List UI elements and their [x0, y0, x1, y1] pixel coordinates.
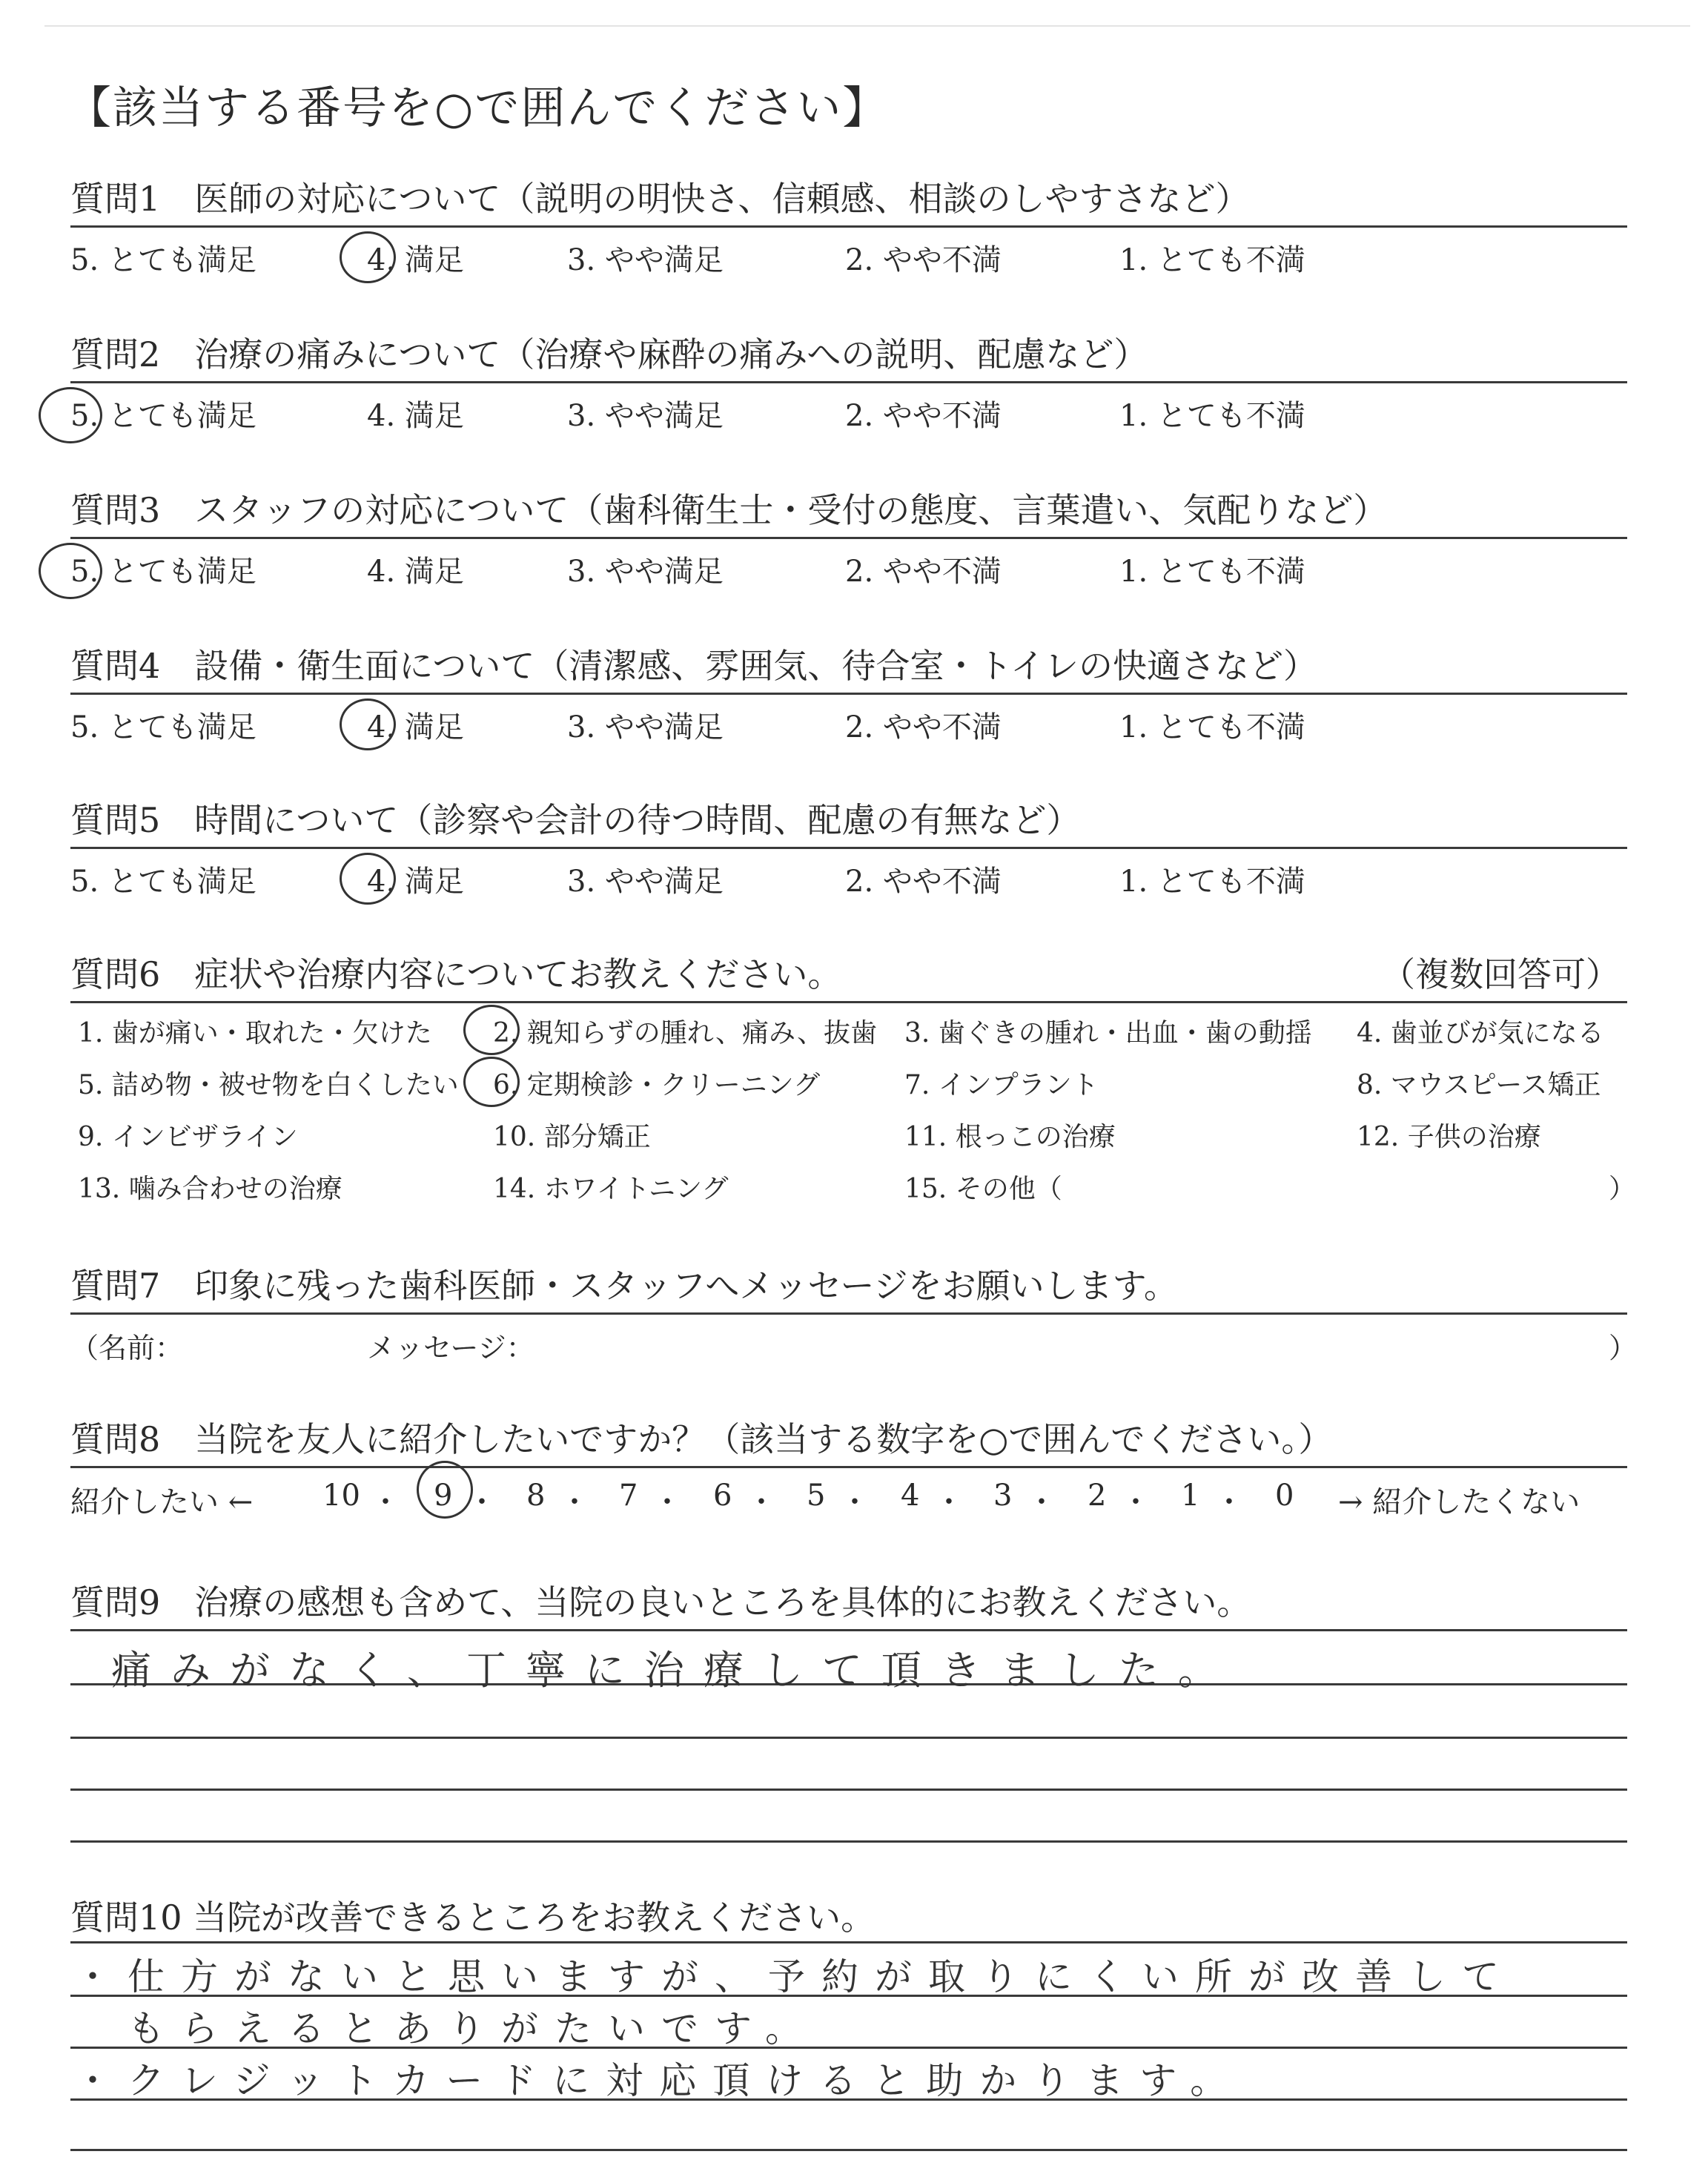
- option-1[interactable]: 1. とても不満: [1119, 555, 1305, 589]
- handwritten-answer-line-3: ・クレジットカードに対応頂けると助かります。: [74, 2059, 1244, 2102]
- other-close-paren: ）: [1609, 1174, 1636, 1204]
- option-3[interactable]: 3. やや満足: [567, 710, 724, 744]
- option-4[interactable]: 4. 満足: [367, 865, 464, 899]
- scale-dot: ・: [747, 1485, 776, 1519]
- answer-line: [70, 2149, 1627, 2151]
- option-5[interactable]: 5. とても満足: [70, 865, 256, 899]
- scale-left-label: 紹介したい ←: [70, 1485, 254, 1519]
- treatment-option-14[interactable]: 14. ホワイトニング: [493, 1174, 729, 1204]
- question-7: [70, 1259, 1638, 1370]
- scale-7[interactable]: 7: [619, 1479, 638, 1513]
- treatment-option-13[interactable]: 13. 噛み合わせの治療: [78, 1174, 342, 1204]
- divider: [70, 537, 1627, 539]
- handwritten-answer-line-2: もらえるとありがたいです。: [74, 2007, 818, 2050]
- message-close-paren: ）: [1609, 1332, 1638, 1364]
- scale-10[interactable]: 10: [322, 1479, 360, 1513]
- answer-line: [70, 1840, 1627, 1843]
- question-title: 質問7 印象に残った歯科医師・スタッフへメッセージをお願いします。: [70, 1266, 1178, 1306]
- option-1[interactable]: 1. とても不満: [1119, 865, 1305, 899]
- question-4: [70, 639, 1627, 748]
- handwritten-answer: 痛みがなく、丁寧に治療して頂きました。: [111, 1647, 1237, 1694]
- treatment-option-11[interactable]: 11. 根っこの治療: [904, 1122, 1116, 1152]
- question-title: 質問2 治療の痛みについて（治療や麻酔の痛みへの説明、配慮など）: [70, 334, 1148, 374]
- divider: [70, 1466, 1627, 1468]
- option-2[interactable]: 2. やや不満: [845, 865, 1002, 899]
- selected-circle-mark: [463, 1057, 520, 1107]
- question-8: [70, 1413, 1627, 1523]
- question-title: 質問1 医師の対応について（説明の明快さ、信頼感、相談のしやすさなど）: [70, 179, 1250, 219]
- divider: [70, 847, 1627, 849]
- scale-2[interactable]: 2: [1088, 1479, 1107, 1513]
- treatment-option-9[interactable]: 9. インビザライン: [78, 1122, 298, 1152]
- scale-dot: ・: [371, 1485, 400, 1519]
- scale-dot: ・: [560, 1485, 589, 1519]
- question-6: [70, 948, 1636, 1235]
- answer-line: [70, 1941, 1627, 1943]
- scale-1[interactable]: 1: [1181, 1479, 1200, 1513]
- question-2: [70, 328, 1627, 437]
- option-2[interactable]: 2. やや不満: [845, 243, 1002, 277]
- scale-dot: ・: [1214, 1485, 1244, 1519]
- rating-options: [70, 392, 1627, 437]
- question-title: 質問4 設備・衛生面について（清潔感、雰囲気、待合室・トイレの快適さなど）: [70, 646, 1318, 686]
- multiple-answers-note: （複数回答可）: [1381, 954, 1620, 994]
- selected-circle-mark: [39, 543, 102, 599]
- question-3: [70, 483, 1627, 592]
- option-5[interactable]: 5. とても満足: [70, 243, 256, 277]
- question-9: [70, 1576, 1627, 1631]
- question-5: [70, 793, 1627, 902]
- scale-dot: ・: [467, 1485, 497, 1519]
- divider: [70, 1001, 1627, 1003]
- scale-dot: ・: [840, 1485, 870, 1519]
- option-3[interactable]: 3. やや満足: [567, 399, 724, 433]
- divider: [70, 1312, 1627, 1315]
- scale-5[interactable]: 5: [807, 1479, 826, 1513]
- page-title: 【該当する番号を○で囲んでください】: [67, 82, 889, 134]
- selected-circle-mark: [340, 231, 396, 283]
- treatment-option-6[interactable]: 6. 定期検診・クリーニング: [493, 1070, 821, 1100]
- treatment-options: [70, 1012, 1636, 1235]
- option-5[interactable]: 5. とても満足: [70, 555, 256, 589]
- treatment-option-5[interactable]: 5. 詰め物・被せ物を白くしたい: [78, 1070, 459, 1100]
- option-1[interactable]: 1. とても不満: [1119, 399, 1305, 433]
- treatment-option-12[interactable]: 12. 子供の治療: [1357, 1122, 1541, 1152]
- treatment-option-3[interactable]: 3. 歯ぐきの腫れ・出血・歯の動揺: [904, 1018, 1312, 1048]
- divider: [70, 225, 1627, 228]
- recommend-scale: [70, 1479, 1627, 1523]
- selected-circle-mark: [340, 698, 396, 750]
- scale-4[interactable]: 4: [901, 1479, 920, 1513]
- selected-circle-mark: [463, 1005, 520, 1055]
- question-10: [70, 1891, 1627, 1940]
- treatment-option-4[interactable]: 4. 歯並びが気になる: [1357, 1018, 1604, 1048]
- option-5[interactable]: 5. とても満足: [70, 399, 256, 433]
- option-1[interactable]: 1. とても不満: [1119, 710, 1305, 744]
- question-title: 質問3 スタッフの対応について（歯科衛生士・受付の態度、言葉遣い、気配りなど）: [70, 490, 1388, 530]
- scale-dot: ・: [1027, 1485, 1056, 1519]
- divider: [70, 1629, 1627, 1631]
- treatment-option-2[interactable]: 2. 親知らずの腫れ、痛み、抜歯: [493, 1018, 878, 1048]
- treatment-option-1[interactable]: 1. 歯が痛い・取れた・欠けた: [78, 1018, 432, 1048]
- answer-line: [70, 1789, 1627, 1791]
- scale-dot: ・: [934, 1485, 964, 1519]
- rating-options: [70, 237, 1627, 281]
- scale-8[interactable]: 8: [526, 1479, 546, 1513]
- treatment-option-10[interactable]: 10. 部分矯正: [493, 1122, 651, 1152]
- option-3[interactable]: 3. やや満足: [567, 865, 724, 899]
- option-4[interactable]: 4. 満足: [367, 555, 464, 589]
- scale-6[interactable]: 6: [713, 1479, 732, 1513]
- handwritten-answer-line-1: ・仕方がないと思いますが、予約が取りにくい所が改善して: [74, 1955, 1515, 1998]
- scale-dot: ・: [1121, 1485, 1151, 1519]
- scale-right-label: → 紹介したくない: [1338, 1485, 1580, 1519]
- option-4[interactable]: 4. 満足: [367, 399, 464, 433]
- option-2[interactable]: 2. やや不満: [845, 555, 1002, 589]
- question-title: 質問5 時間について（診察や会計の待つ時間、配慮の有無など）: [70, 800, 1081, 840]
- treatment-option-15[interactable]: 15. その他（: [904, 1174, 1062, 1204]
- rating-options: [70, 704, 1627, 748]
- scale-3[interactable]: 3: [993, 1479, 1013, 1513]
- message-row: [70, 1325, 1638, 1370]
- option-3[interactable]: 3. やや満足: [567, 555, 724, 589]
- scale-dot: ・: [652, 1485, 682, 1519]
- treatment-option-7[interactable]: 7. インプラント: [904, 1070, 1099, 1100]
- question-1: [70, 172, 1627, 281]
- page-top-edge: [44, 25, 1690, 27]
- question-title: 質問10 当院が改善できるところをお教えください。: [70, 1898, 875, 1938]
- scale-0[interactable]: 0: [1275, 1479, 1294, 1513]
- answer-line: [70, 1737, 1627, 1739]
- rating-options: [70, 548, 1627, 592]
- scale-9[interactable]: 9: [434, 1479, 453, 1513]
- question-title: [70, 948, 1627, 997]
- name-label: （名前：: [70, 1332, 184, 1364]
- question-title-text: 質問6 症状や治療内容についてお教えください。: [70, 954, 842, 994]
- message-label: メッセージ：: [367, 1332, 534, 1364]
- treatment-option-8[interactable]: 8. マウスピース矯正: [1357, 1070, 1601, 1100]
- divider: [70, 693, 1627, 695]
- selected-circle-mark: [39, 387, 102, 443]
- divider: [70, 381, 1627, 383]
- option-4[interactable]: 4. 満足: [367, 710, 464, 744]
- option-2[interactable]: 2. やや不満: [845, 399, 1002, 433]
- selected-circle-mark: [340, 853, 396, 905]
- option-4[interactable]: 4. 満足: [367, 243, 464, 277]
- option-3[interactable]: 3. やや満足: [567, 243, 724, 277]
- rating-options: [70, 858, 1627, 902]
- question-title: 質問8 当院を友人に紹介したいですか？（該当する数字を○で囲んでください。）: [70, 1419, 1333, 1459]
- option-1[interactable]: 1. とても不満: [1119, 243, 1305, 277]
- option-2[interactable]: 2. やや不満: [845, 710, 1002, 744]
- option-5[interactable]: 5. とても満足: [70, 710, 256, 744]
- selected-circle-mark: [417, 1461, 473, 1519]
- question-title: 質問9 治療の感想も含めて、当院の良いところを具体的にお教えください。: [70, 1582, 1251, 1622]
